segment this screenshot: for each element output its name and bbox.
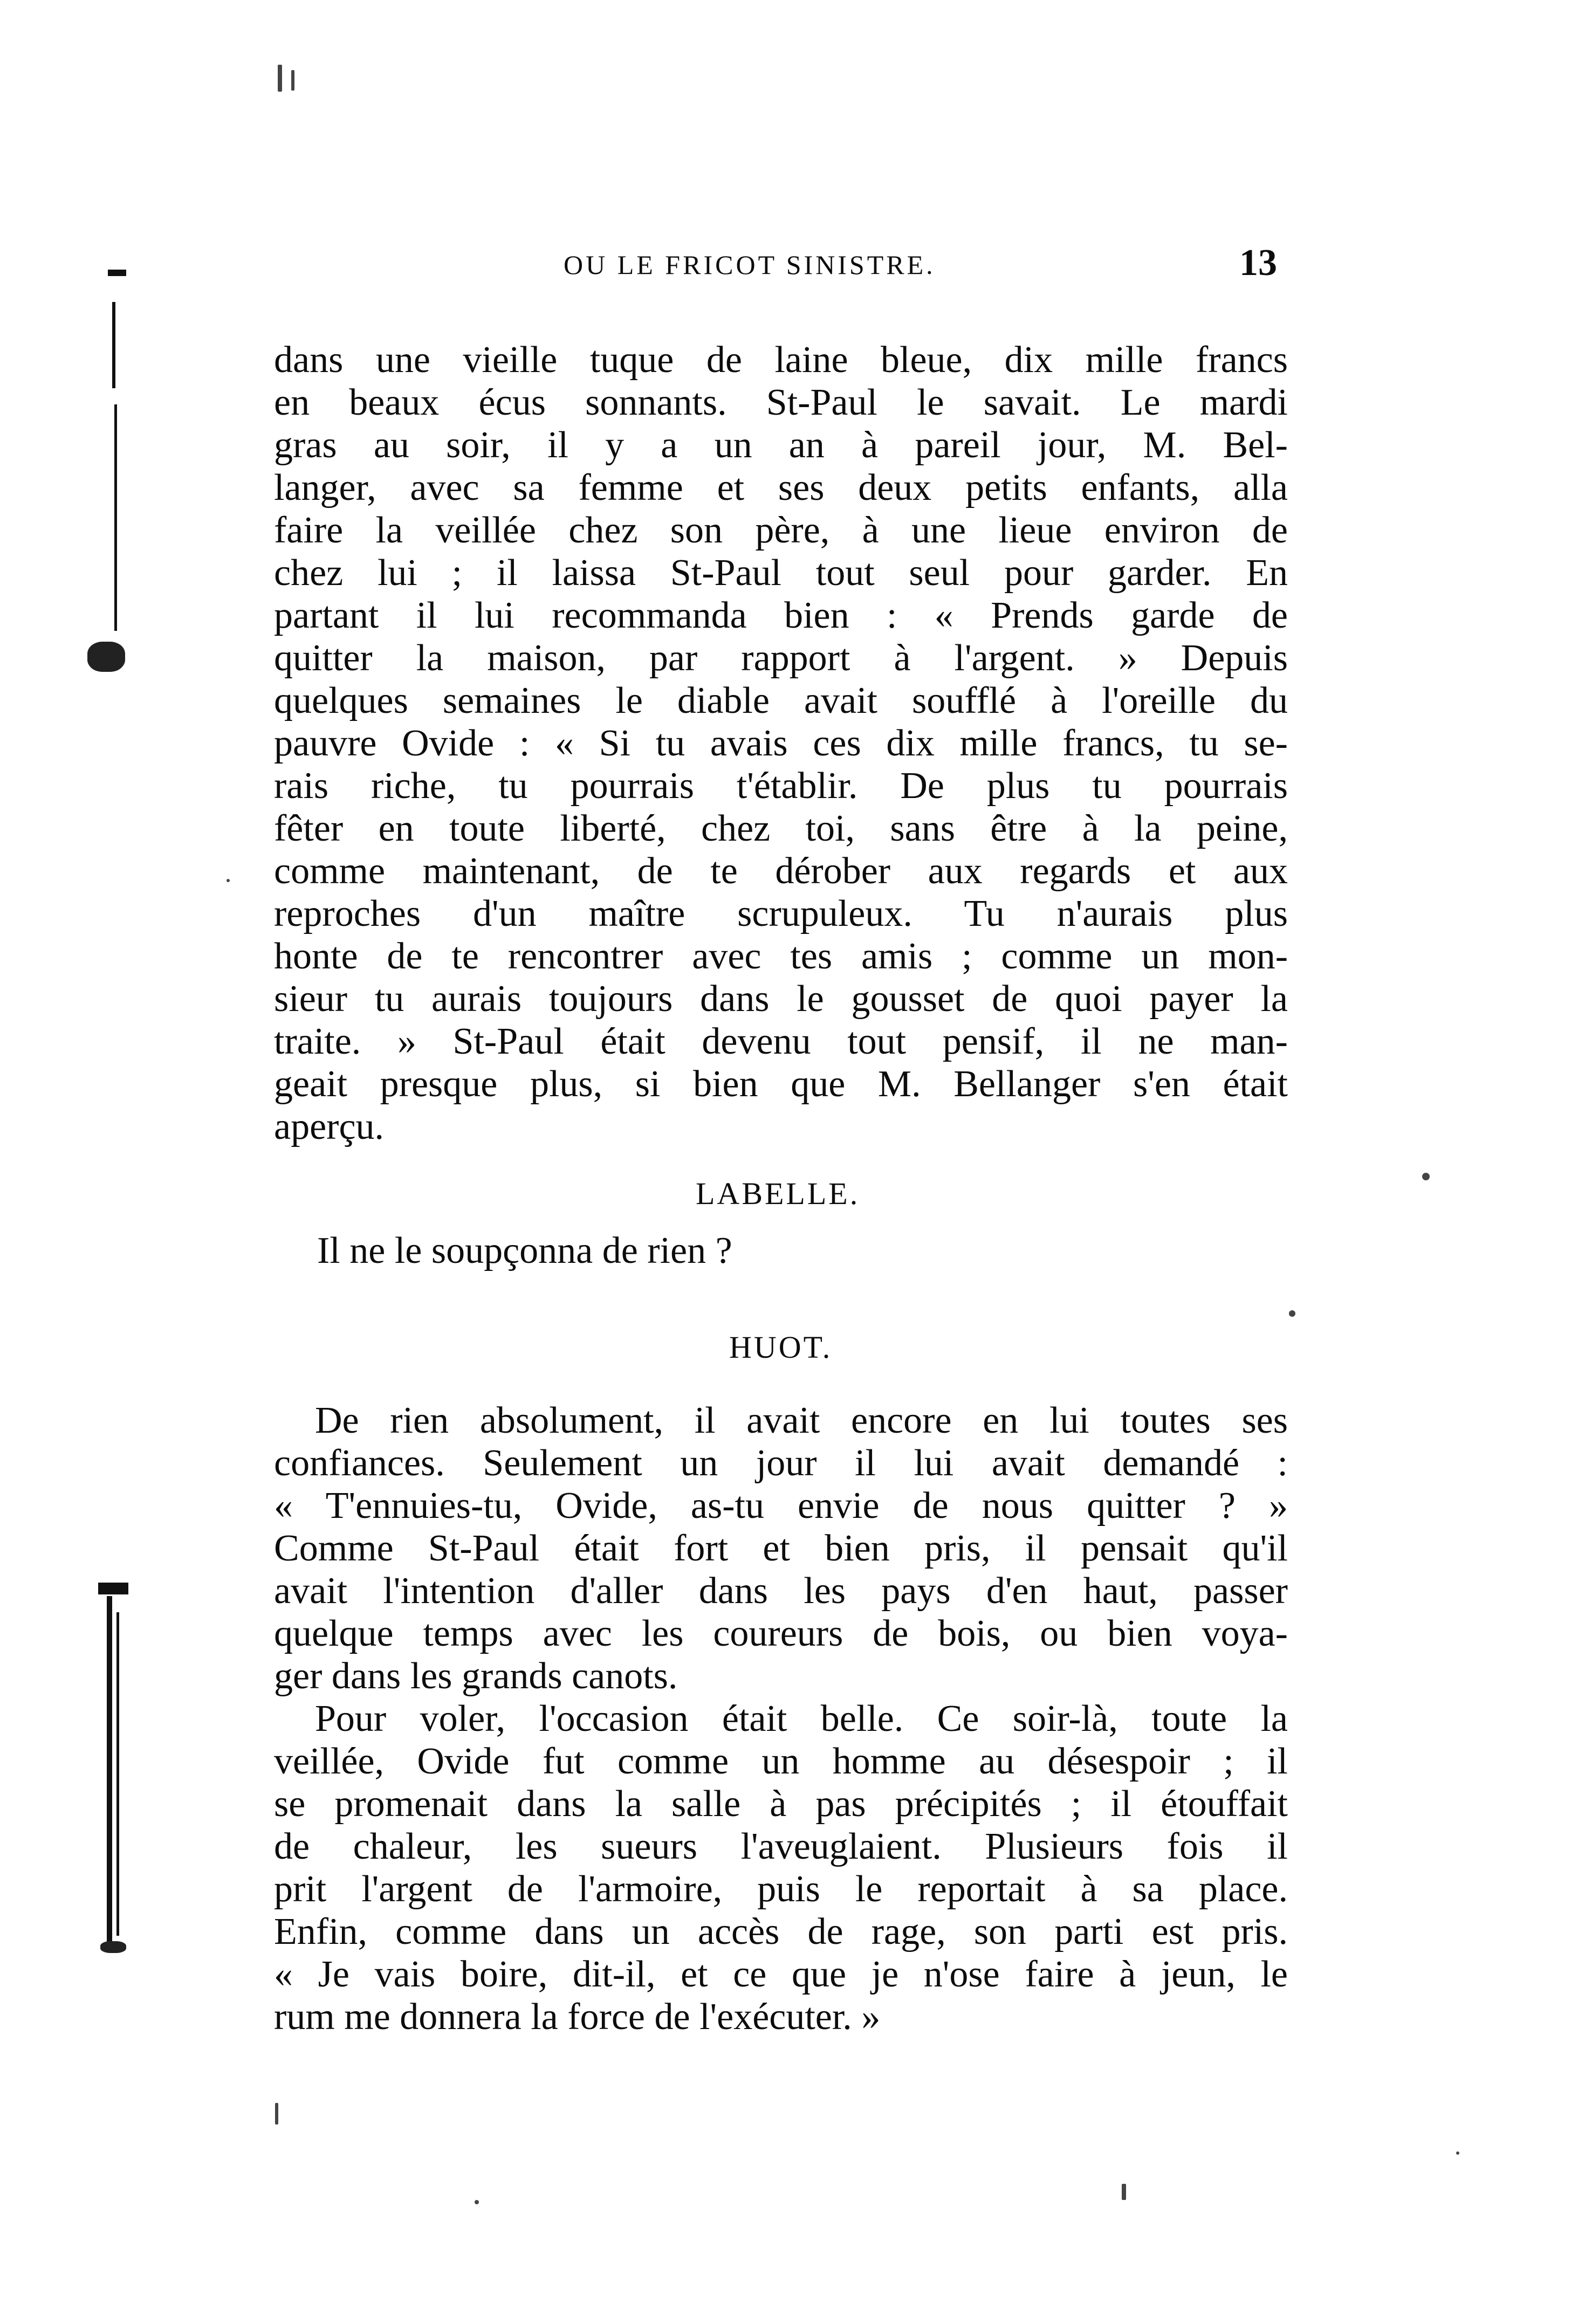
- text-line: quelques semaines le diable avait soufflé à l'oreille du: [274, 680, 1288, 721]
- text-line: De rien absolument, il avait encore en lui toutes ses: [315, 1400, 1288, 1441]
- margin-mark: [108, 270, 126, 276]
- text-line: honte de te rencontrer avec tes amis ; comme un mon-: [274, 936, 1288, 977]
- speck: [1456, 2151, 1459, 2155]
- text-line: confiances. Seulement un jour il lui avait demandé :: [274, 1442, 1288, 1484]
- page-number: 13: [1239, 242, 1277, 284]
- dialogue-question: Il ne le soupçonna de rien ?: [317, 1230, 732, 1271]
- text-line: partant il lui recommanda bien : « Prends garde de: [274, 595, 1288, 636]
- text-line: Enfin, comme dans un accès de rage, son parti est pris.: [274, 1911, 1288, 1952]
- speck: [291, 70, 294, 91]
- ink-blot: [100, 1941, 126, 1953]
- text-line: « T'ennuies-tu, Ovide, as-tu envie de nous quitter ? »: [274, 1485, 1288, 1527]
- speck: [278, 65, 282, 92]
- speck: [475, 2200, 479, 2204]
- text-line: dans une vieille tuque de laine bleue, dix mille francs: [274, 339, 1288, 381]
- margin-mark: [98, 1583, 128, 1594]
- text-line: se promenait dans la salle à pas précipités ; il étouffait: [274, 1783, 1288, 1825]
- margin-mark: [107, 1596, 112, 1947]
- paragraph-block-1: [274, 339, 1288, 1148]
- text-line: Comme St-Paul était fort et bien pris, il pensait qu'il: [274, 1528, 1288, 1569]
- text-line: avait l'intention d'aller dans les pays d'en haut, passer: [274, 1570, 1288, 1612]
- text-line: quelque temps avec les coureurs de bois, ou bien voya-: [274, 1613, 1288, 1654]
- text-line: Pour voler, l'occasion était belle. Ce soir-là, toute la: [315, 1698, 1288, 1739]
- text-line: rum me donnera la force de l'exécuter. »: [274, 1996, 881, 2038]
- text-line: chez lui ; il laissa St-Paul tout seul pour garder. En: [274, 552, 1288, 594]
- speck: [227, 879, 230, 882]
- text-line: gras au soir, il y a un an à pareil jour, M. Bel-: [274, 424, 1288, 466]
- running-title: OU LE FRICOT SINISTRE.: [564, 250, 936, 280]
- text-line: prit l'argent de l'armoire, puis le reportait à sa place.: [274, 1868, 1288, 1910]
- margin-mark: [114, 404, 117, 631]
- text-line: sieur tu aurais toujours dans le gousset de quoi payer la: [274, 978, 1288, 1020]
- text-line: langer, avec sa femme et ses deux petits enfants, alla: [274, 467, 1288, 508]
- paragraph-block-2: [274, 1399, 1288, 2038]
- ink-blot: [87, 642, 125, 672]
- text-line: pauvre Ovide : « Si tu avais ces dix mille francs, tu se-: [274, 723, 1288, 764]
- text-line: ger dans les grands canots.: [274, 1655, 678, 1697]
- text-line: de chaleur, les sueurs l'aveuglaient. Plusieurs fois il: [274, 1826, 1288, 1867]
- margin-mark: [112, 302, 115, 388]
- speck: [1422, 1173, 1430, 1180]
- text-line: comme maintenant, de te dérober aux regards et aux: [274, 850, 1288, 892]
- text-line: veillée, Ovide fut comme un homme au désespoir ; il: [274, 1741, 1288, 1782]
- text-line: quitter la maison, par rapport à l'argent. » Depuis: [274, 637, 1288, 679]
- text-line: aperçu.: [274, 1106, 385, 1147]
- text-line: « Je vais boire, dit-il, et ce que je n'ose faire à jeun, le: [274, 1954, 1288, 1995]
- text-line: fêter en toute liberté, chez toi, sans être à la peine,: [274, 808, 1288, 849]
- text-line: geait presque plus, si bien que M. Bellanger s'en était: [274, 1063, 1288, 1105]
- margin-mark: [116, 1612, 119, 1936]
- text-line: faire la veillée chez son père, à une lieue environ de: [274, 510, 1288, 551]
- speaker-name: HUOT.: [729, 1330, 833, 1365]
- text-line: en beaux écus sonnants. St-Paul le savait. Le mardi: [274, 382, 1288, 423]
- speaker-name: LABELLE.: [696, 1176, 860, 1211]
- text-line: traite. » St-Paul était devenu tout pensif, il ne man-: [274, 1021, 1288, 1062]
- text-line: rais riche, tu pourrais t'établir. De plus tu pourrais: [274, 765, 1288, 807]
- speck: [1289, 1310, 1295, 1317]
- speck: [1122, 2184, 1126, 2200]
- text-line: reproches d'un maître scrupuleux. Tu n'aurais plus: [274, 893, 1288, 934]
- speck: [275, 2103, 278, 2124]
